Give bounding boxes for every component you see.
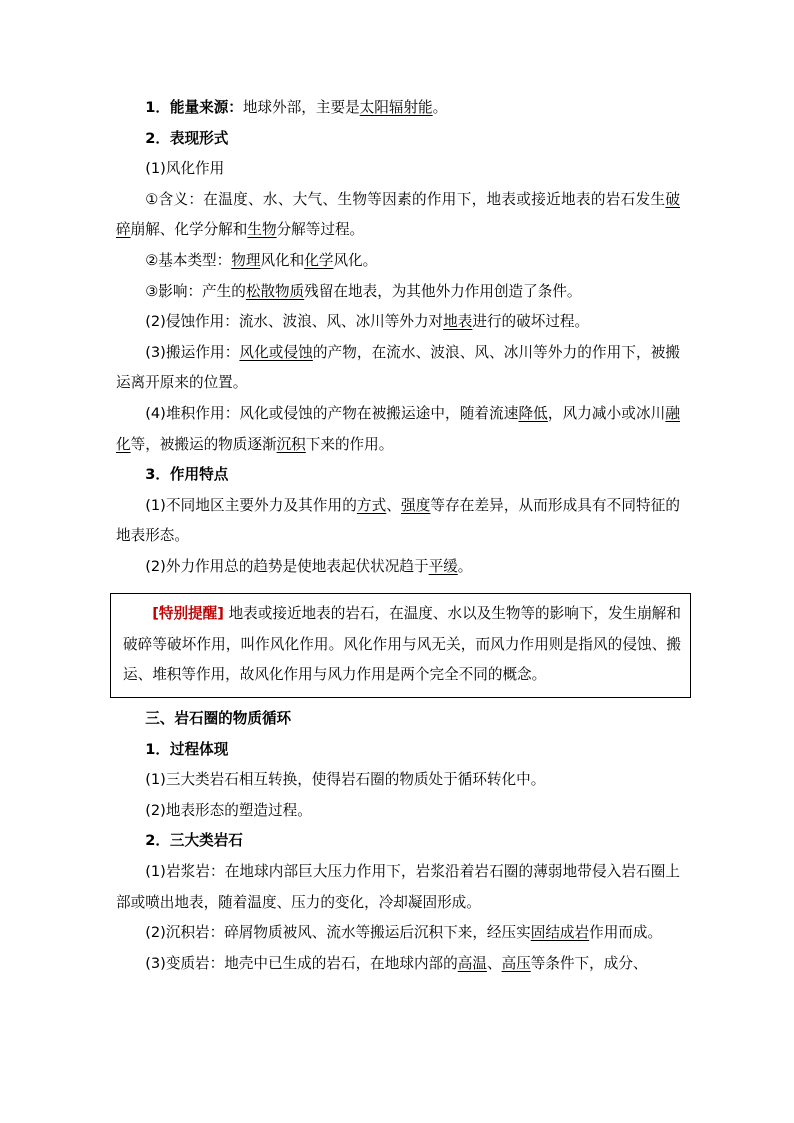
answer-blank: 破碎: [116, 190, 680, 239]
erosion-line: [116, 307, 680, 338]
answer-blank: 化学: [304, 251, 334, 269]
text-run: 进行的破坏过程。: [472, 313, 590, 331]
text-run: ②基本类型：: [145, 251, 232, 269]
metamorphic-rock: [116, 949, 680, 980]
external-forces-section: [116, 93, 680, 583]
special-reminder-tag: [特别提醒]: [152, 605, 224, 622]
answer-blank: 风化或侵蚀: [239, 343, 313, 361]
text-run: ①含义：在温度、水、大气、生物等因素的作用下，地表或接近地表的岩石发生: [145, 190, 666, 208]
igneous-rock: (1)岩浆岩：在地球内部巨大压力作用下，岩浆沿着岩石圈的薄弱地带侵入岩石圈上部或喷出地表，随着温度、压力的变化，冷却凝固形成。: [116, 862, 680, 911]
text-run: 风化和: [260, 251, 305, 269]
special-reminder-text: [123, 599, 681, 691]
text-run: (3)变质岩：地壳中已生成的岩石，在地球内部的: [145, 954, 458, 972]
feature-2: [116, 552, 680, 583]
answer-blank: 方式: [356, 496, 387, 514]
weathering-heading: (1)风化作用: [145, 160, 225, 178]
text-run: 等存在差异，从而形成具有不同特征的地表形态。: [116, 496, 680, 545]
answer-blank: 固结成岩: [530, 924, 590, 942]
text-run: (2)沉积岩：碎屑物质被风、流水等搬运后沉积下来，经压实: [145, 924, 531, 942]
answer-blank: 物理: [231, 251, 261, 269]
transport-line: [116, 338, 680, 399]
text-run: ，风力减小或冰川: [547, 404, 666, 422]
text-run: (2)侵蚀作用：流水、波浪、风、冰川等外力对: [145, 313, 444, 331]
text-run: 地球外部，主要是: [242, 99, 360, 116]
text-run: 崩解、化学分解和: [130, 221, 248, 239]
answer-blank: 高压: [501, 954, 531, 972]
text-run: 的产物，在流水、波浪、风、冰川等外力的作用下，被搬运离开原来的位置。: [116, 343, 680, 392]
text-run: 下来的作用。: [305, 435, 394, 453]
text-run: 风化。: [333, 251, 378, 269]
rock-cycle-heading: 三、岩石圈的物质循环: [145, 710, 292, 727]
text-run: (4)堆积作用：风化或侵蚀的产物在被搬运途中，随着流速: [145, 404, 519, 422]
features-heading: 3．作用特点: [145, 466, 229, 484]
weathering-meaning: [116, 185, 680, 246]
energy-source-label: 1．能量来源：: [145, 99, 243, 116]
answer-blank: 地表: [443, 313, 473, 331]
answer-blank: 融化: [116, 404, 680, 453]
rock-cycle-section: [116, 704, 680, 979]
forms-heading: 2．表现形式: [145, 129, 229, 147]
process-heading: 1．过程体现: [145, 740, 229, 758]
text-run: (1)不同地区主要外力及其作用的: [145, 496, 357, 514]
text-run: 。: [457, 557, 473, 575]
answer-blank: 生物: [247, 221, 277, 239]
special-reminder-box: [110, 593, 691, 698]
weathering-impact: [116, 277, 680, 308]
process-1: (1)三大类岩石相互转换，使得岩石圈的物质处于循环转化中。: [145, 771, 546, 789]
text-run: 。: [432, 99, 448, 116]
text-run: 等条件下，成分、: [530, 954, 648, 972]
process-2: (2)地表形态的塑造过程。: [145, 801, 312, 819]
text-run: ③影响：产生的: [145, 282, 246, 300]
answer-blank: 降低: [518, 404, 548, 422]
deposition-line: [116, 399, 680, 460]
energy-source-line: [116, 93, 680, 124]
answer-blank: 高温: [457, 954, 487, 972]
answer-blank: 松散物质: [245, 282, 305, 300]
feature-1: [116, 491, 680, 552]
text-run: 分解等过程。: [276, 221, 365, 239]
text-run: 残留在地表，为其他外力作用创造了条件。: [304, 282, 582, 300]
text-run: 等，被搬运的物质逐渐: [130, 435, 277, 453]
text-run: 地表或接近地表的岩石，在温度、水以及生物等的影响下，发生崩解和破碎等破坏作用，叫作风化作用。风化作用与风无关，而风力作用则是指风的侵蚀、搬运、堆积等作用，故风化作用与风力作用是两个完全不同的概念。: [123, 605, 681, 684]
text-run: 、: [486, 954, 502, 972]
weathering-types: [116, 246, 680, 277]
answer-blank: 强度: [401, 496, 431, 514]
answer-blank: 太阳辐射能: [359, 99, 433, 116]
rocks-heading: 2．三大类岩石: [145, 832, 243, 850]
text-run: (3)搬运作用：: [145, 343, 240, 361]
text-run: 、: [386, 496, 401, 514]
answer-blank: 沉积: [276, 435, 306, 453]
text-run: (2)外力作用总的趋势是使地表起伏状况趋于: [145, 557, 429, 575]
text-run: 作用而成。: [589, 924, 663, 942]
sedimentary-rock: [116, 918, 680, 949]
answer-blank: 平缓: [428, 557, 458, 575]
